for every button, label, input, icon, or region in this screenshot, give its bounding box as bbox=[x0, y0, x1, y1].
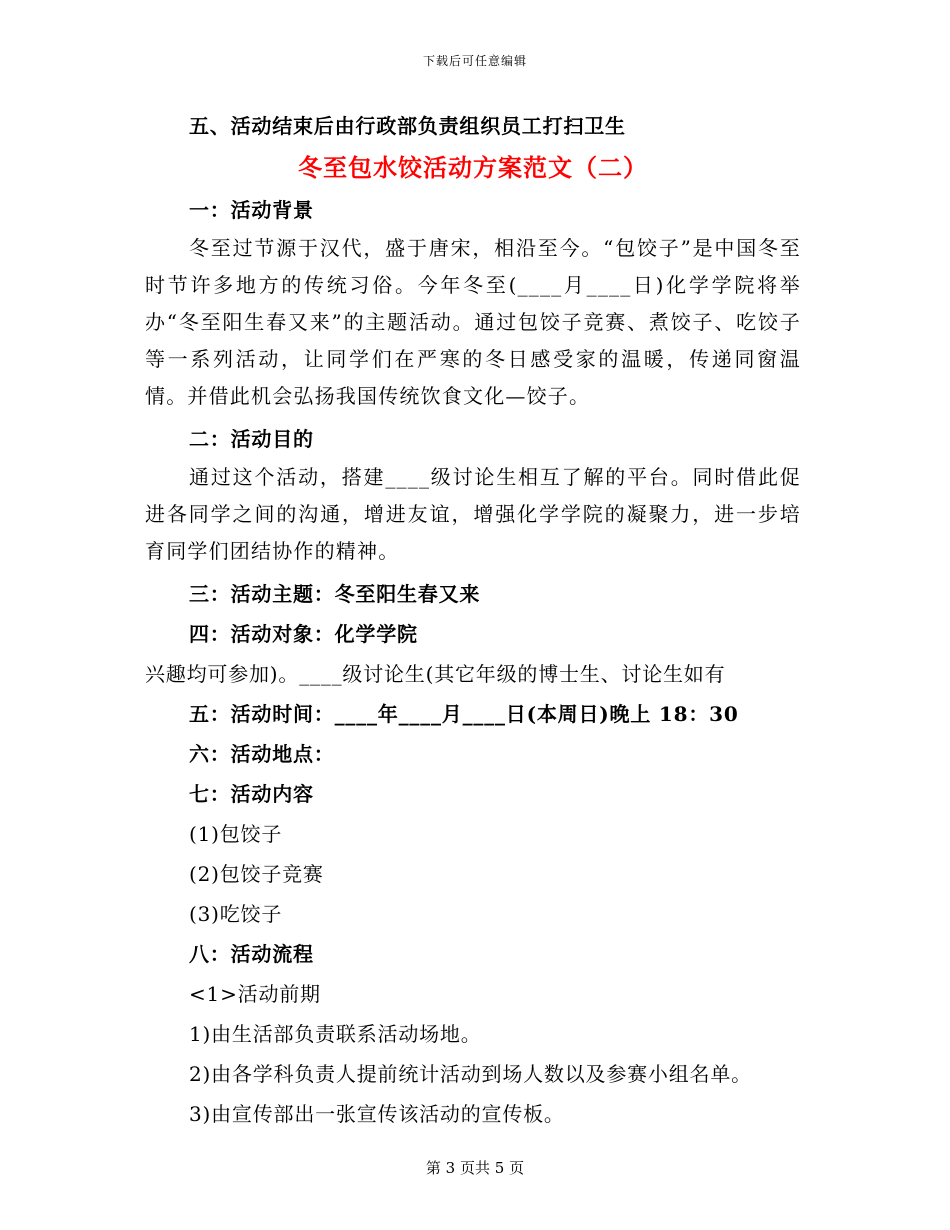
content-item: (2)包饺子竞赛 bbox=[189, 862, 324, 886]
previous-section-item: 五、活动结束后由行政部负责组织员工打扫卫生 bbox=[189, 114, 626, 138]
header-note: 下载后可任意编辑 bbox=[422, 54, 527, 68]
page-number: 第 3 页共 5 页 bbox=[425, 1159, 525, 1177]
section-heading-content: 七：活动内容 bbox=[189, 782, 314, 806]
content-item: (3)吃饺子 bbox=[189, 902, 283, 926]
process-phase: <1>活动前期 bbox=[189, 982, 321, 1006]
document-title: 冬至包水饺活动方案范文（二） bbox=[298, 153, 648, 182]
section-audience: 四：活动对象：化学学院 bbox=[189, 622, 418, 646]
audience-note: 兴趣均可参加)。____级讨论生(其它年级的博士生、讨论生如有 bbox=[145, 662, 726, 686]
section-heading-process: 八：活动流程 bbox=[189, 942, 314, 966]
section-heading-purpose: 二：活动目的 bbox=[189, 427, 314, 451]
content-item: (1)包饺子 bbox=[189, 822, 283, 846]
section-location: 六：活动地点： bbox=[189, 742, 335, 766]
purpose-paragraph: 通过这个活动，搭建____级讨论生相互了解的平台。同时借此促进各同学之间的沟通，增进友谊，增强化学学院的凝聚力，进一步培育同学们团结协作的精神。 bbox=[145, 465, 801, 563]
process-step: 3)由宣传部出一张宣传该活动的宣传板。 bbox=[189, 1102, 565, 1126]
process-step: 2)由各学科负责人提前统计活动到场人数以及参赛小组名单。 bbox=[189, 1062, 752, 1086]
document-body bbox=[145, 106, 801, 1134]
section-heading-background: 一：活动背景 bbox=[189, 198, 314, 222]
background-paragraph: 冬至过节源于汉代，盛于唐宋，相沿至今。“包饺子”是中国冬至时节许多地方的传统习俗。今年冬至(____月____日)化学学院将举办“冬至阳生春又来”的主题活动。通过包饺子竞赛、煮饺子、吃饺子等一系列活动，让同学们在严寒的冬日感受家的温暖，传递同窗温情。并借此机会弘扬我国传统饮食文化—饺子。 bbox=[145, 236, 801, 408]
process-step: 1)由生活部负责联系活动场地。 bbox=[189, 1022, 482, 1046]
section-time: 五：活动时间：____年____月____日(本周日)晚上 18：30 bbox=[189, 702, 739, 726]
section-theme: 三：活动主题：冬至阳生春又来 bbox=[189, 582, 481, 606]
